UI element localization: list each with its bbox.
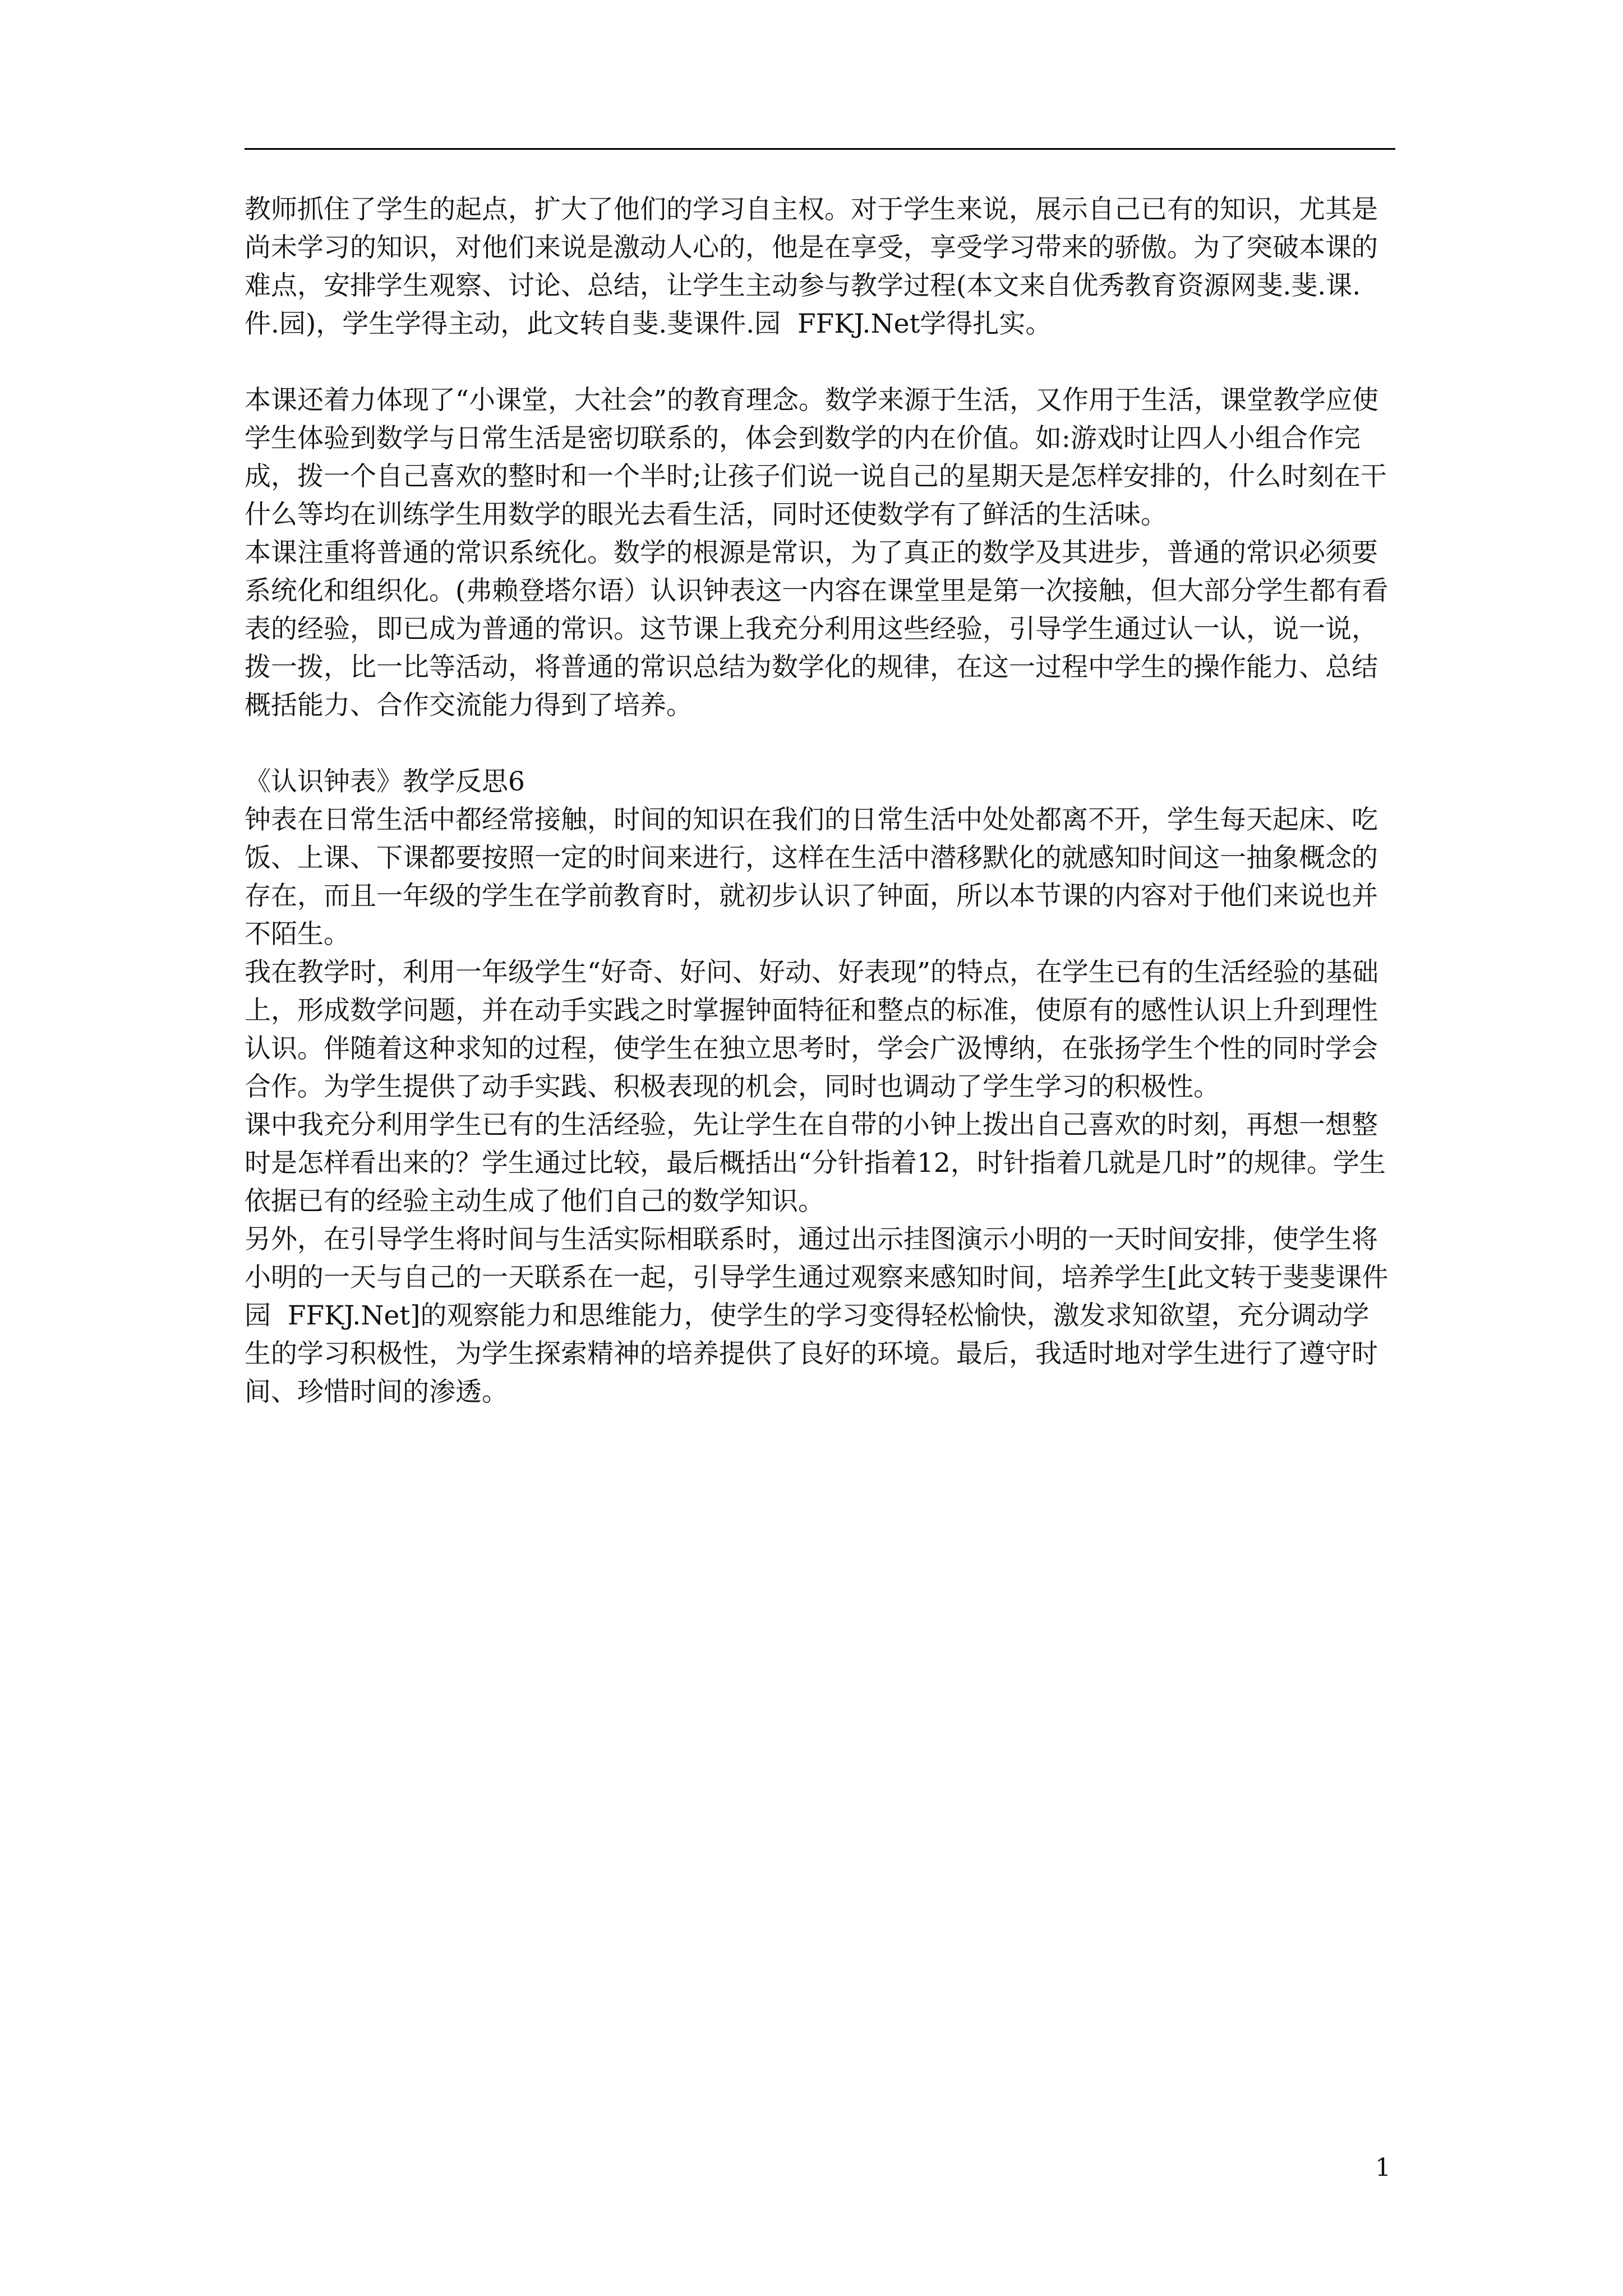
header-rule [245,148,1395,150]
paragraph-gap [245,343,1395,381]
page-number: 1 [1375,2154,1391,2182]
paragraph-3: 本课注重将普通的常识系统化。数学的根源是常识，为了真正的数学及其进步，普通的常识必须要系统化和组织化。(弗赖登塔尔语）认识钟表这一内容在课堂里是第一次接触，但大部分学生都有看表的经验，即已成为普通的常识。这节课上我充分利用这些经验，引导学生通过认一认，说一说，拨一拨，比一比等活动，将普通的常识总结为数学化的规律，在这一过程中学生的操作能力、总结概括能力、合作交流能力得到了培养。 [245,537,1389,721]
paragraph-gap [245,725,1395,763]
paragraph-4: 钟表在日常生活中都经常接触，时间的知识在我们的日常生活中处处都离不开，学生每天起床、吃饭、上课、下课都要按照一定的时间来进行，这样在生活中潜移默化的就感知时间这一抽象概念的存在，而且一年级的学生在学前教育时，就初步认识了钟面，所以本节课的内容对于他们来说也并不陌生。 [245,804,1378,950]
paragraph-7: 另外，在引导学生将时间与生活实际相联系时，通过出示挂图演示小明的一天时间安排，使学生将小明的一天与自己的一天联系在一起，引导学生通过观察来感知时间，培养学生[此文转于斐斐课件园 FFKJ.Net]的观察能力和思维能力，使学生的学习变得轻松愉快，激发求知欲望，充分调动学生的学习积极性，为学生探索精神的培养提供了良好的环境。最后，我适时地对学生进行了遵守时间、珍惜时间的渗透。 [245,1224,1389,1407]
paragraph-1: 教师抓住了学生的起点，扩大了他们的学习自主权。对于学生来说，展示自己已有的知识，尤其是尚未学习的知识，对他们来说是激动人心的，他是在享受，享受学习带来的骄傲。为了突破本课的难点，安排学生观察、讨论、总结，让学生主动参与教学过程(本文来自优秀教育资源网斐.斐.课.件.园)，学生学得主动，此文转自斐.斐课件.园 FFKJ.Net学得扎实。 [245,194,1378,339]
section-heading: 《认识钟表》教学反思6 [245,766,525,797]
paragraph-5: 我在教学时，利用一年级学生“好奇、好问、好动、好表现”的特点，在学生已有的生活经验的基础上，形成数学问题，并在动手实践之时掌握钟面特征和整点的标准，使原有的感性认识上升到理性认识。伴随着这种求知的过程，使学生在独立思考时，学会广汲博纳，在张扬学生个性的同时学会合作。为学生提供了动手实践、积极表现的机会，同时也调动了学生学习的积极性。 [245,957,1379,1102]
document-body [245,191,1395,1411]
paragraph-6: 课中我充分利用学生已有的生活经验，先让学生在自带的小钟上拨出自己喜欢的时刻，再想一想整时是怎样看出来的？学生通过比较，最后概括出“分针指着12，时针指着几就是几时”的规律。学生依据已有的经验主动生成了他们自己的数学知识。 [245,1110,1386,1217]
paragraph-2: 本课还着力体现了“小课堂，大社会”的教育理念。数学来源于生活，又作用于生活，课堂教学应使学生体验到数学与日常生活是密切联系的，体会到数学的内在价值。如:游戏时让四人小组合作完成，拨一个自己喜欢的整时和一个半时;让孩子们说一说自己的星期天是怎样安排的，什么时刻在干什么等均在训练学生用数学的眼光去看生活，同时还使数学有了鲜活的生活味。 [245,385,1387,530]
